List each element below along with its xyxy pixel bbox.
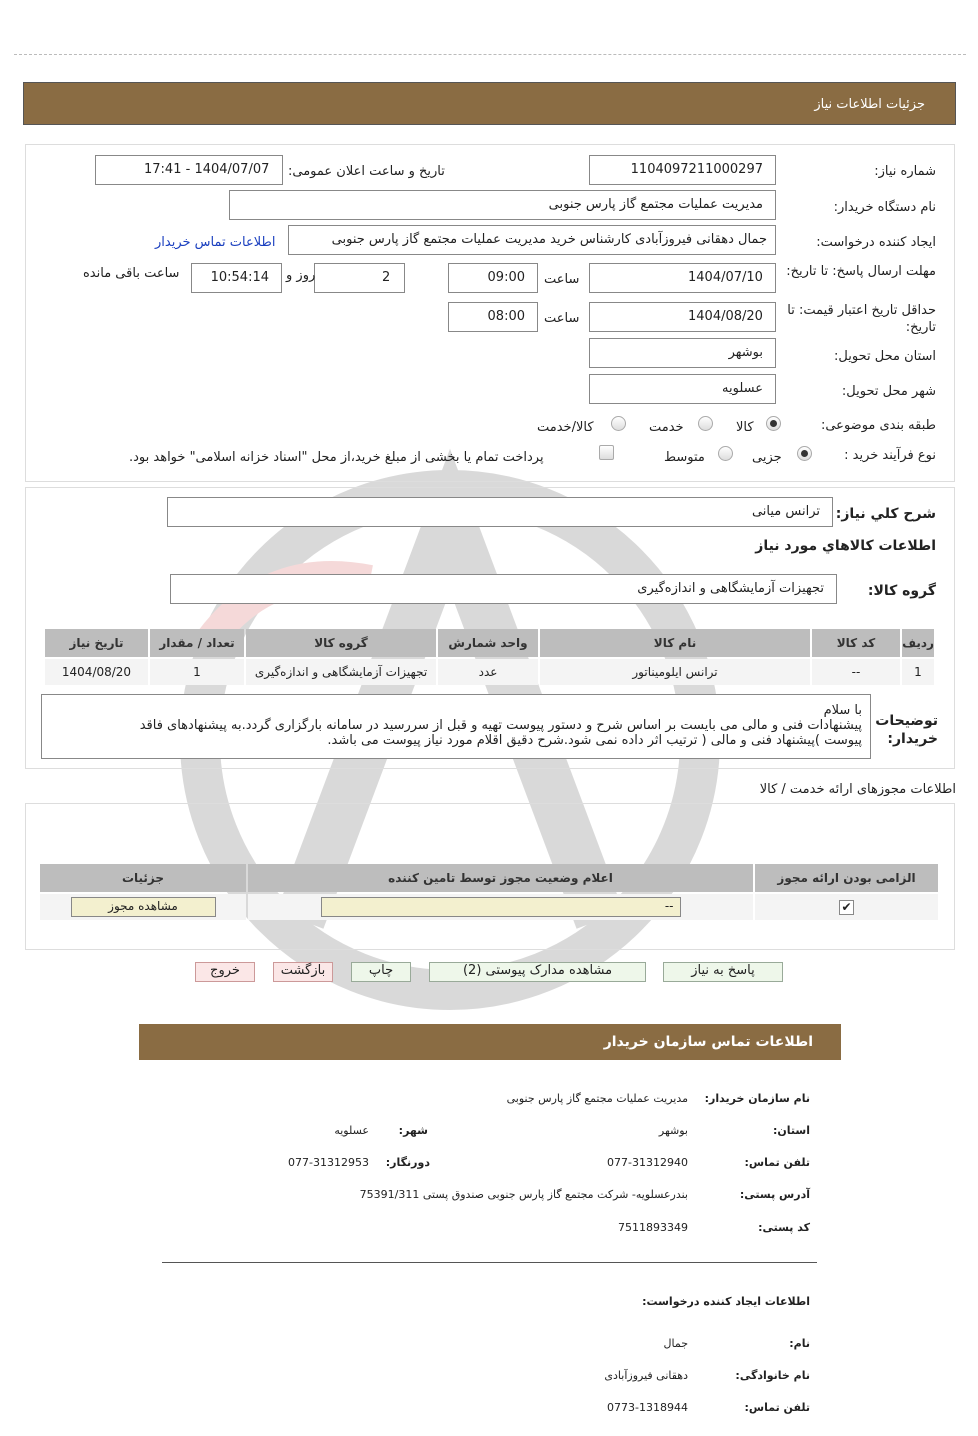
purchase-type-label: نوع فرآیند خرید :	[844, 448, 936, 463]
cell-unit: عدد	[438, 659, 538, 685]
category-radio-service[interactable]	[698, 416, 713, 431]
items-table-header	[45, 629, 934, 657]
col-code: کد کالا	[812, 629, 900, 657]
deadline-time-field: 09:00	[448, 263, 538, 293]
permits-title: اطلاعات مجوزهای ارائه خدمت / کالا	[759, 782, 956, 797]
col-unit: واحد شمارش	[438, 629, 538, 657]
province-label: استان محل تحویل:	[834, 349, 936, 364]
contact-address-label: آدرس پستی:	[739, 1188, 810, 1201]
deadline-label: مهلت ارسال پاسخ: تا تاریخ:	[786, 264, 936, 279]
back-button[interactable]: بازگشت	[273, 962, 333, 982]
category-option-both: کالا/خدمت	[537, 420, 594, 435]
deadline-days-field: 2	[314, 263, 405, 293]
permits-table-header	[40, 864, 938, 892]
creator-family-value: دهقانی فیروزآبادی	[604, 1369, 688, 1382]
treasury-payment-checkbox[interactable]	[599, 445, 614, 460]
buyer-notes-field	[41, 694, 871, 759]
buyer-notes-line: با سلام	[823, 703, 862, 718]
contact-org-label: نام سازمان خریدار:	[704, 1092, 810, 1105]
contact-province-value: بوشهر	[658, 1124, 688, 1137]
goods-group-field: تجهیزات آزمایشگاهی و اندازه‌گیری	[170, 574, 837, 604]
purchase-radio-medium[interactable]	[718, 446, 733, 461]
goods-group-label: گروه کالا:	[867, 583, 936, 599]
contact-fax-label: دورنگار:	[385, 1156, 430, 1169]
purchase-option-medium: متوسط	[664, 450, 705, 465]
view-permit-button[interactable]: مشاهده مجوز	[71, 897, 216, 917]
buyer-notes-line: پیشنهادات فنی و مالی می بایست بر اساس شرح و دستور پیوست تهیه و قبل از سررسید در سامانه بارگزاری گردد.به پیشنهادهای فاقد	[139, 718, 862, 733]
need-number-field: 1104097211000297	[589, 155, 776, 185]
summary-field: ترانس میانی	[167, 497, 833, 527]
category-option-goods: کالا	[736, 420, 754, 435]
contact-org-value: مدیریت عملیات مجتمع گاز پارس جنوبی	[506, 1092, 688, 1105]
deadline-remaining-field: 10:54:14	[191, 263, 282, 293]
creator-phone-value: 0773-1318944	[607, 1401, 688, 1414]
contact-city-label: شهر:	[398, 1124, 428, 1137]
col-permit-required: الزامی بودن ارائه مجوز	[755, 864, 938, 892]
buyer-notes-label: توضیحات خریدار:	[875, 713, 938, 747]
col-group: گروه کالا	[246, 629, 436, 657]
treasury-payment-note: پرداخت تمام یا بخشی از مبلغ خرید،از محل "اسناد خزانه اسلامی" خواهد بود.	[129, 450, 544, 465]
creator-phone-label: تلفن تماس:	[744, 1401, 810, 1414]
announce-datetime-label: تاریخ و ساعت اعلان عمومی:	[288, 164, 445, 179]
cell-name: ترانس ایلومیناتور	[540, 659, 810, 685]
contact-postal-label: کد پستی:	[758, 1221, 810, 1234]
top-divider	[14, 54, 966, 55]
category-radio-goods[interactable]	[766, 416, 781, 431]
purchase-option-minor: جزیی	[752, 450, 782, 465]
table-row	[40, 894, 938, 920]
permit-status-field[interactable]: --	[321, 897, 681, 917]
category-option-service: خدمت	[649, 420, 684, 435]
contact-divider	[162, 1262, 817, 1263]
contact-postal-value: 7511893349	[618, 1221, 688, 1234]
cell-permit-status	[248, 894, 753, 920]
contact-title: اطلاعات تماس سازمان خریدار	[603, 1034, 813, 1050]
permit-required-checkbox[interactable]: ✔	[839, 900, 854, 915]
summary-label: شرح کلي نياز:	[835, 506, 936, 522]
contact-province-label: استان:	[773, 1124, 810, 1137]
creator-family-label: نام خانوادگی:	[735, 1369, 810, 1382]
deadline-days-label: روز و	[286, 268, 316, 283]
col-permit-details: جزئیات	[40, 864, 246, 892]
purchase-radio-minor[interactable]	[797, 446, 812, 461]
deadline-date-field: 1404/07/10	[589, 263, 776, 293]
city-field: عسلویه	[589, 374, 776, 404]
permits-table	[38, 862, 940, 922]
deadline-remaining-label: ساعت باقی مانده	[83, 266, 180, 281]
attachments-button[interactable]: مشاهده مدارک پیوستی (2)	[429, 962, 646, 982]
creator-name-label: نام:	[789, 1337, 810, 1350]
city-label: شهر محل تحویل:	[841, 384, 936, 399]
cell-qty: 1	[150, 659, 244, 685]
col-permit-status: اعلام وضعیت مجوز توسط تامین کننده	[248, 864, 753, 892]
need-number-label: شماره نیاز:	[874, 164, 936, 179]
requester-label: ایجاد کننده درخواست:	[816, 235, 936, 250]
contact-phone-label: تلفن تماس:	[744, 1156, 810, 1169]
price-validity-label: حداقل تاریخ اعتبار قیمت: تا تاریخ:	[787, 303, 936, 335]
cell-row: 1	[902, 659, 934, 685]
exit-button[interactable]: خروج	[195, 962, 255, 982]
announce-datetime-field: 1404/07/07 - 17:41	[95, 155, 283, 185]
page-title: جزئیات اطلاعات نیاز	[814, 97, 925, 112]
buyer-contact-link[interactable]: اطلاعات تماس خریدار	[155, 235, 276, 250]
price-validity-time-label: ساعت	[544, 311, 580, 326]
table-row	[45, 659, 934, 685]
col-row: ردیف	[902, 629, 934, 657]
items-table	[43, 627, 936, 687]
price-validity-time-field: 08:00	[448, 302, 538, 332]
buyer-notes-line: پیوست )پیشنهاد فنی و مالی ( ترتیب اثر داده نمی شود.شرح دقیق اقلام مورد نیاز پیوست می باشد.	[327, 733, 862, 748]
buyer-org-field: مدیریت عملیات مجتمع گاز پارس جنوبی	[229, 190, 776, 220]
buyer-org-label: نام دستگاه خریدار:	[833, 200, 936, 215]
creator-name-value: جمال	[663, 1337, 688, 1350]
province-field: بوشهر	[589, 338, 776, 368]
deadline-time-label: ساعت	[544, 272, 580, 287]
contact-address-value: بندرعسلویه- شرکت مجتمع گاز پارس جنوبی صندوق پستی 75391/311	[359, 1188, 688, 1201]
contact-city-value: عسلویه	[334, 1124, 369, 1137]
cell-permit-required	[755, 894, 938, 920]
contact-fax-value: 077-31312953	[288, 1156, 369, 1169]
page-header	[23, 82, 956, 125]
cell-date: 1404/08/20	[45, 659, 148, 685]
price-validity-date-field: 1404/08/20	[589, 302, 776, 332]
col-date: تاریخ نیاز	[45, 629, 148, 657]
cell-group: تجهیزات آزمایشگاهی و اندازه‌گیری	[246, 659, 436, 685]
goods-info-title: اطلاعات کالاهاي مورد نياز	[755, 538, 936, 554]
contact-header	[139, 1024, 841, 1060]
col-name: نام کالا	[540, 629, 810, 657]
category-label: طبقه بندی موضوعی:	[820, 418, 936, 433]
cell-permit-details	[40, 894, 246, 920]
print-button[interactable]: چاپ	[351, 962, 411, 982]
category-radio-both[interactable]	[611, 416, 626, 431]
requester-field: جمال دهقانی فیروزآبادی کارشناس خرید مدیریت عملیات مجتمع گاز پارس جنوبی	[288, 225, 776, 255]
contact-phone-value: 077-31312940	[607, 1156, 688, 1169]
reply-button[interactable]: پاسخ به نیاز	[663, 962, 783, 982]
cell-code: --	[812, 659, 900, 685]
col-qty: تعداد / مقدار	[150, 629, 244, 657]
creator-title: اطلاعات ایجاد کننده درخواست:	[642, 1295, 810, 1308]
